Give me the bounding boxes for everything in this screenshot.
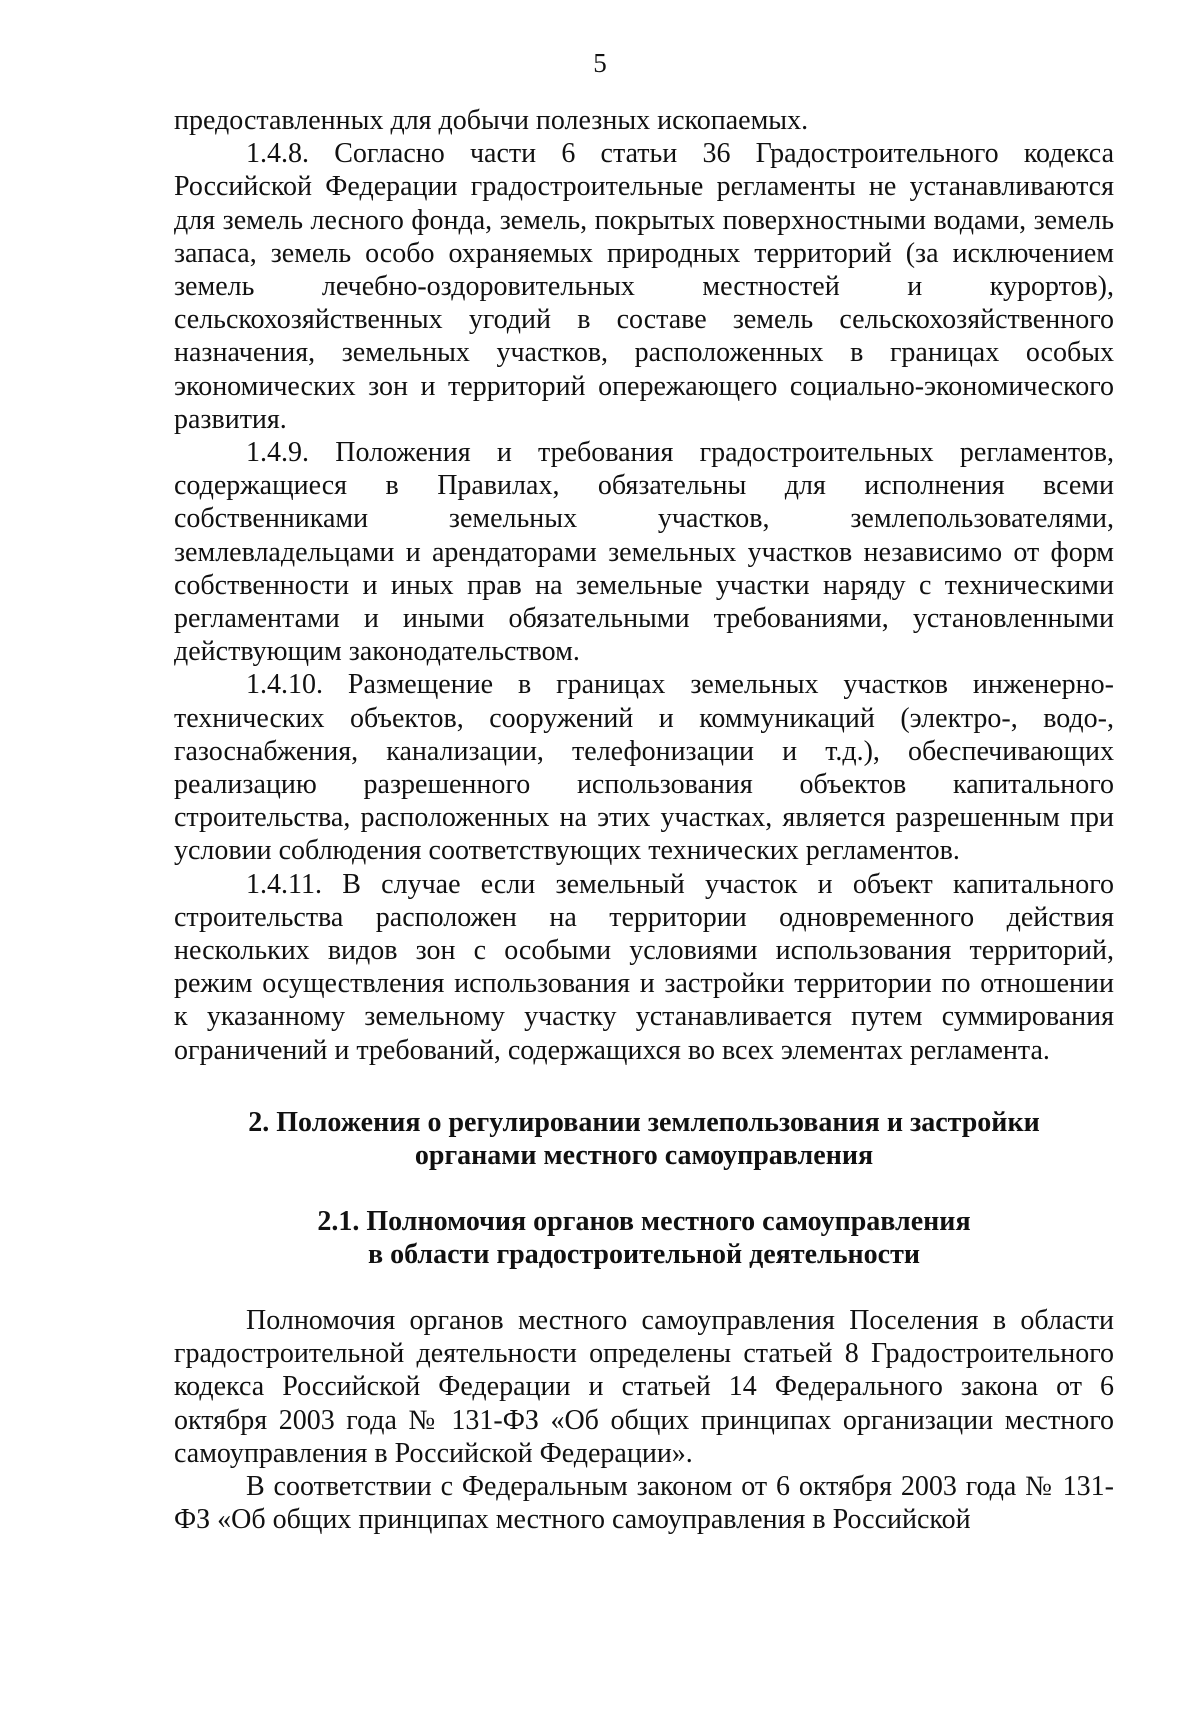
paragraph-1-4-8: [174, 137, 1114, 436]
paragraph-continuation: [174, 104, 1114, 137]
paragraph-1-4-11: [174, 868, 1114, 1067]
paragraph-1-4-9: [174, 436, 1114, 668]
clause-number: 1.4.10.: [246, 669, 323, 701]
paragraph-authority: Полномочия органов местного самоуправления Поселения в области градостроительной деятельности определены статьей 8 Градостроительного кодекса Российской Федерации и статьей 14 Федерального закона от 6 октября 2003 года № 131-ФЗ «Об общих принципах организации местного самоуправления в Российской Федерации».: [174, 1304, 1114, 1469]
paragraph-1-4-10: [174, 668, 1114, 867]
section-heading: [174, 1106, 1114, 1172]
section-heading-line-2: органами местного самоуправления: [414, 1139, 874, 1171]
page-number: 5: [593, 48, 607, 78]
clause-number: 1.4.8.: [246, 138, 309, 170]
document-body: [174, 104, 1114, 1536]
subsection-heading: [174, 1205, 1114, 1271]
paragraph-text: В случае если земельный участок и объект капитального строительства расположен на территории одновременного действия нескольких видов зон с особыми условиями использования территорий, режим осуществления использования и застройки территории по отношении к указанному земельному участку устанавливается путем суммирования ограничений и требований, содержащихся во всех элементах регламента.: [174, 868, 1114, 1066]
paragraph-federal-law: В соответствии с Федеральным законом от 6 октября 2003 года № 131-ФЗ «Об общих принципах местного самоуправления в Российской: [174, 1470, 1114, 1536]
clause-number: 1.4.11.: [246, 868, 322, 900]
subsection-heading-line-1: 2.1. Полномочия органов местного самоуправления: [317, 1205, 971, 1237]
paragraph-text: Согласно части 6 статьи 36 Градостроительного кодекса Российской Федерации градостроительные регламенты не устанавливаются для земель лесного фонда, земель, покрытых поверхностными водами, земель запаса, земель особо охраняемых природных территорий (за исключением земель лечебно-оздоровительных местностей и курортов), сельскохозяйственных угодий в составе земель сельскохозяйственного назначения, земельных участков, расположенных в границах особых экономических зон и территорий опережающего социально-экономического развития.: [174, 138, 1115, 435]
subsection-heading-line-2: в области градостроительной деятельности: [368, 1238, 920, 1270]
section-heading-line-1: 2. Положения о регулировании землепользования и застройки: [248, 1106, 1040, 1138]
paragraph-text: предоставленных для добычи полезных ископаемых.: [174, 105, 809, 136]
clause-number: 1.4.9.: [246, 437, 309, 469]
paragraph-text: Размещение в границах земельных участков инженерно-технических объектов, сооружений и коммуникаций (электро-, водо-, газоснабжения, канализации, телефонизации и т.д.), обеспечивающих реализацию разрешенного использования объектов капитального строительства, расположенных на этих участках, является разрешенным при условии соблюдения соответствующих технических регламентов.: [174, 669, 1114, 867]
paragraph-text: Положения и требования градостроительных регламентов, содержащиеся в Правилах, обязательны для исполнения всеми собственниками земельных участков, землепользователями, землевладельцами и арендаторами земельных участков независимо от форм собственности и иных прав на земельные участки наряду с техническими регламентами и иными обязательными требованиями, установленными действующим законодательством.: [174, 437, 1114, 668]
